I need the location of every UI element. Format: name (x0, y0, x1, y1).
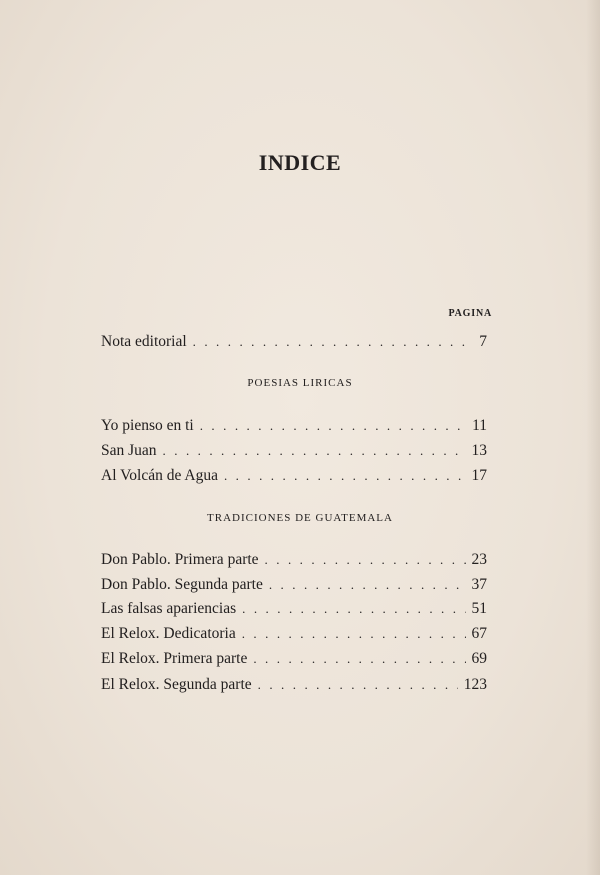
toc-entry-title: Nota editorial (101, 333, 187, 350)
toc-entry-page: 11 (472, 417, 487, 434)
toc-entry-title: Don Pablo. Segunda parte (101, 576, 263, 593)
toc-entry-page: 123 (463, 676, 487, 693)
toc-entry-page: 51 (471, 600, 487, 617)
toc-entry-title: Don Pablo. Primera parte (101, 551, 259, 568)
toc-entry (101, 673, 487, 697)
toc-entry-page: 67 (471, 625, 487, 642)
leader-dots (265, 548, 466, 572)
toc-entry-page: 7 (479, 333, 487, 350)
page-title: INDICE (258, 150, 342, 175)
page-column-header: PAGINA (448, 308, 492, 319)
toc-entry (101, 548, 487, 572)
toc-entry-title: El Relox. Segunda parte (101, 676, 252, 693)
toc-entry (101, 622, 487, 646)
toc-entry-title: San Juan (101, 442, 157, 459)
toc-entry (101, 464, 487, 488)
toc-entry (101, 439, 487, 463)
toc-entry (101, 647, 487, 671)
leader-dots (242, 622, 466, 646)
toc-entry-page: 23 (471, 551, 487, 568)
leader-dots (200, 414, 466, 438)
leader-dots (193, 330, 469, 354)
toc-entry-title: El Relox. Dedicatoria (101, 625, 236, 642)
toc-entry-preface (101, 330, 487, 354)
section-heading: POESIAS LIRICAS (247, 377, 353, 389)
leader-dots (258, 673, 458, 697)
toc-entry-title: Al Volcán de Agua (101, 467, 218, 484)
toc-entry (101, 597, 487, 621)
toc-entry-page: 37 (471, 576, 487, 593)
toc-entry-title: El Relox. Primera parte (101, 650, 248, 667)
toc-entry-page: 17 (471, 467, 487, 484)
leader-dots (242, 597, 465, 621)
leader-dots (269, 573, 466, 597)
toc-entry-title: Las falsas apariencias (101, 600, 237, 617)
toc-entry (101, 573, 487, 597)
leader-dots (224, 464, 466, 488)
toc-entry-title: Yo pienso en ti (101, 417, 194, 434)
leader-dots (163, 439, 466, 463)
toc-entry-page: 69 (471, 650, 487, 667)
toc-entry-page: 13 (471, 442, 487, 459)
section-heading: TRADICIONES DE GUATEMALA (207, 512, 393, 524)
leader-dots (253, 647, 465, 671)
page-edge-shadow (586, 0, 600, 875)
toc-entry (101, 414, 487, 438)
